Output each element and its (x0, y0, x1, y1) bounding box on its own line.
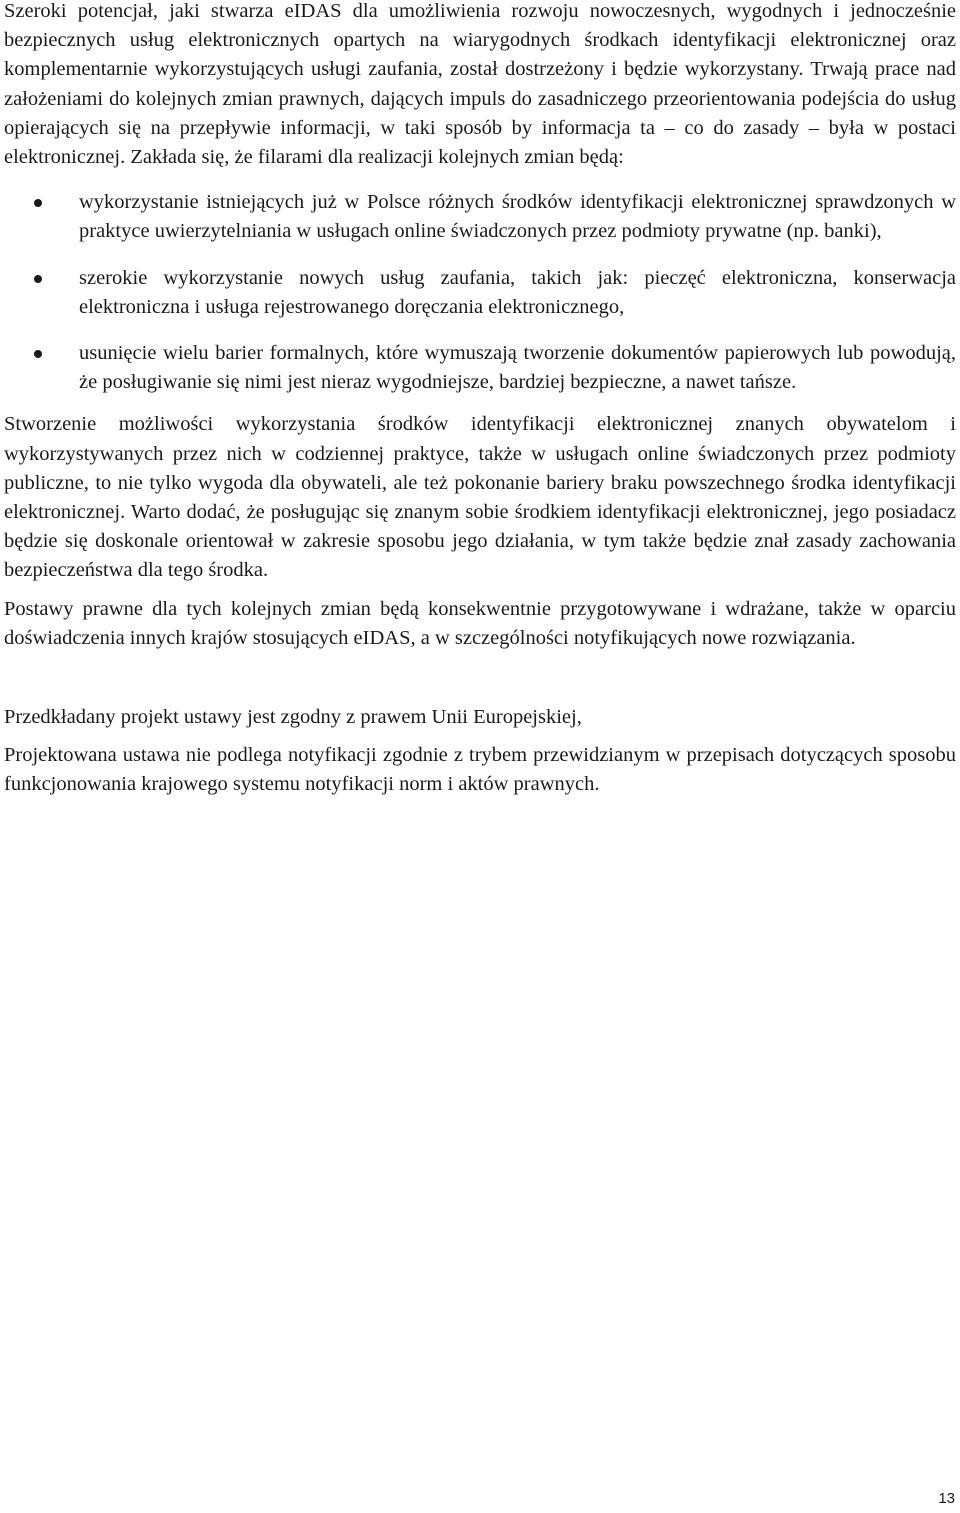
list-item-text: wykorzystanie istniejących już w Polsce różnych środków identyfikacji elektronicznej sprawdzonych w praktyce uwierzytelniania w usługach online świadczonych przez podmioty prywatne (np. banki), (79, 191, 956, 243)
bullet-icon (34, 199, 42, 207)
paragraph-4: Przedkładany projekt ustawy jest zgodny z prawem Unii Europejskiej, (4, 706, 582, 729)
bullet-icon (34, 275, 42, 283)
list-item (4, 188, 956, 246)
list-item-text: usunięcie wielu barier formalnych, które wymuszają tworzenie dokumentów papierowych lub powodują, że posługiwanie się nimi jest nieraz wygodniejsze, bardziej bezpieczne, a nawet tańsze. (79, 342, 956, 394)
bullet-icon (34, 350, 42, 358)
bullet-list (4, 188, 956, 397)
paragraph-2: Stworzenie możliwości wykorzystania środków identyfikacji elektronicznej znanych obywatelom i wykorzystywanych przez nich w codziennej praktyce, także w usługach online świadczonych przez podmioty publiczne, to nie tylko wygoda dla obywateli, ale też pokonanie bariery braku powszechnego środka identyfikacji elektronicznej. Warto dodać, że posługując się znanym sobie środkiem identyfikacji elektronicznej, jego posiadacz będzie się doskonale orientował w zakresie sposobu jego działania, w tym także będzie znał zasady zachowania bezpieczeństwa dla tego środka. (4, 413, 956, 582)
document-page (4, 0, 956, 800)
page-number: 13 (938, 1490, 955, 1507)
list-item (4, 264, 956, 322)
list-item-text: szerokie wykorzystanie nowych usług zaufania, takich jak: pieczęć elektroniczna, konserwacja elektroniczna i usługa rejestrowanego doręczania elektronicznego, (79, 266, 956, 318)
paragraph-5: Projektowana ustawa nie podlega notyfikacji zgodnie z trybem przewidzianym w przepisach dotyczących sposobu funkcjonowania krajowego systemu notyfikacji norm i aktów prawnych. (4, 744, 956, 796)
list-item (4, 339, 956, 397)
intro-paragraph: Szeroki potencjał, jaki stwarza eIDAS dla umożliwienia rozwoju nowoczesnych, wygodnych i jednocześnie bezpiecznych usług elektronicznych opartych na wiarygodnych środkach identyfikacji elektronicznej oraz komplementarnie wykorzystujących usługi zaufania, został dostrzeżony i będzie wykorzystany. Trwają prace nad założeniami do kolejnych zmian prawnych, dających impuls do zasadniczego przeorientowania podejścia do usług opierających się na przepływie informacji, w taki sposób by informacja ta – co do zasady – była w postaci elektronicznej. Zakłada się, że filarami dla realizacji kolejnych zmian będą: (4, 0, 956, 169)
paragraph-3: Postawy prawne dla tych kolejnych zmian będą konsekwentnie przygotowywane i wdrażane, także w oparciu doświadczenia innych krajów stosujących eIDAS, a w szczególności notyfikujących nowe rozwiązania. (4, 597, 956, 649)
